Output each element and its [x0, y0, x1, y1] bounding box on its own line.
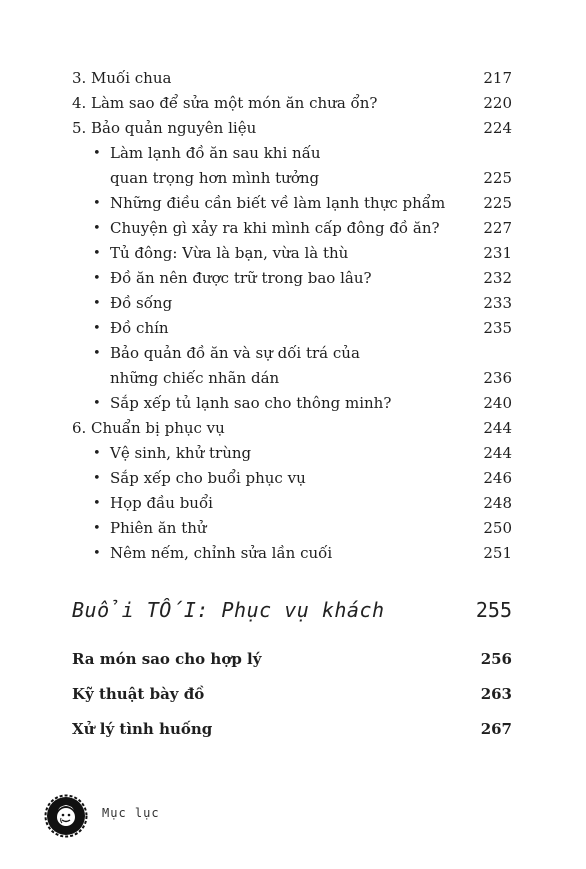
bullet-icon: • — [93, 221, 101, 236]
toc-label: Tủ đông: Vừa là bạn, vừa là thù — [110, 244, 349, 262]
toc-label: Phiên ăn thử — [110, 519, 207, 537]
toc-label-line: Bảo quản đồ ăn và sự dối trá của — [110, 344, 360, 362]
toc-subrow — [72, 341, 512, 391]
chapter-label: Xử lý tình huống — [72, 720, 213, 738]
toc-label: Chuẩn bị phục vụ — [91, 419, 225, 437]
toc-label: Những điều cần biết về làm lạnh thực phẩm — [110, 194, 446, 212]
toc-label — [110, 141, 321, 191]
toc-label: Đồ ăn nên được trữ trong bao lâu? — [110, 269, 372, 287]
section-heading — [72, 598, 512, 632]
toc-label-line: Làm lạnh đồ ăn sau khi nấu — [110, 144, 321, 162]
bullet-icon: • — [93, 496, 101, 511]
footer-label: Mục lục — [102, 806, 160, 820]
chapter-row — [72, 716, 512, 751]
toc-row-bao-quan — [72, 116, 512, 141]
toc-label: Vệ sinh, khử trùng — [110, 444, 252, 462]
toc-subrow — [72, 391, 512, 416]
toc-subrow — [72, 191, 512, 216]
toc-label: Chuyện gì xảy ra khi mình cấp đông đồ ăn? — [110, 219, 440, 237]
bullet-icon: • — [93, 346, 101, 361]
toc-subrow — [72, 216, 512, 241]
toc-page: 250 — [483, 519, 512, 537]
chapter-list — [72, 646, 512, 751]
toc-page: 235 — [483, 319, 512, 337]
toc-subrow — [72, 441, 512, 466]
toc-page: 236 — [483, 369, 512, 387]
toc-subrow — [72, 516, 512, 541]
toc-subrow — [72, 316, 512, 341]
toc-subrow — [72, 141, 512, 191]
chapter-page: 263 — [480, 685, 512, 703]
toc-label: Làm sao để sửa một món ăn chưa ổn? — [91, 94, 378, 112]
toc-row-sua-mon-an — [72, 91, 512, 116]
chapter-row — [72, 646, 512, 681]
toc-number: 6. — [72, 419, 87, 437]
toc-page: 244 — [483, 419, 512, 437]
chapter-label: Ra món sao cho hợp lý — [72, 650, 262, 668]
bullet-icon: • — [93, 446, 101, 461]
bullet-icon: • — [93, 521, 101, 536]
toc-page: 227 — [483, 219, 512, 237]
chapter-page: 267 — [480, 720, 512, 738]
toc-page: 233 — [483, 294, 512, 312]
toc-page: 224 — [483, 119, 512, 137]
table-of-contents — [72, 66, 512, 566]
section-heading-page: 255 — [475, 598, 512, 622]
toc-number: 5. — [72, 119, 87, 137]
toc-page: 217 — [483, 69, 512, 87]
bullet-icon: • — [93, 296, 101, 311]
toc-label: Bảo quản nguyên liệu — [91, 119, 257, 137]
toc-page: 244 — [483, 444, 512, 462]
toc-row-muoi-chua — [72, 66, 512, 91]
chef-face-icon — [44, 794, 88, 838]
toc-subrow — [72, 241, 512, 266]
toc-page: 240 — [483, 394, 512, 412]
bullet-icon: • — [93, 471, 101, 486]
toc-label — [110, 341, 360, 391]
toc-page: 251 — [483, 544, 512, 562]
toc-row-chuan-bi-phuc-vu — [72, 416, 512, 441]
toc-page: 246 — [483, 469, 512, 487]
toc-page: 220 — [483, 94, 512, 112]
toc-subrow — [72, 491, 512, 516]
bullet-icon: • — [93, 546, 101, 561]
toc-label: Sắp xếp cho buổi phục vụ — [110, 469, 306, 487]
toc-label: Nêm nếm, chỉnh sửa lần cuối — [110, 544, 333, 562]
toc-page: 232 — [483, 269, 512, 287]
bullet-icon: • — [93, 246, 101, 261]
toc-subrow — [72, 266, 512, 291]
toc-subrow — [72, 541, 512, 566]
toc-number: 4. — [72, 94, 87, 112]
bullet-icon: • — [93, 146, 101, 161]
toc-label: Đồ sống — [110, 294, 173, 312]
section-heading-title: Buổi TỐI: Phục vụ khách — [72, 598, 385, 622]
toc-page: 225 — [483, 194, 512, 212]
toc-label-line: quan trọng hơn mình tưởng — [110, 169, 320, 187]
chapter-label: Kỹ thuật bày đồ — [72, 685, 205, 703]
toc-page: 248 — [483, 494, 512, 512]
toc-page: 225 — [483, 169, 512, 187]
toc-label: Muối chua — [91, 69, 172, 87]
chapter-row — [72, 681, 512, 716]
toc-label-line: những chiếc nhãn dán — [110, 369, 280, 387]
toc-subrow — [72, 466, 512, 491]
toc-label: Sắp xếp tủ lạnh sao cho thông minh? — [110, 394, 392, 412]
toc-label: Đồ chín — [110, 319, 169, 337]
chapter-page: 256 — [480, 650, 512, 668]
toc-label: Họp đầu buổi — [110, 494, 213, 512]
toc-number: 3. — [72, 69, 87, 87]
toc-page: 231 — [483, 244, 512, 262]
bullet-icon: • — [93, 271, 101, 286]
bullet-icon: • — [93, 321, 101, 336]
bullet-icon: • — [93, 396, 101, 411]
toc-subrow — [72, 291, 512, 316]
bullet-icon: • — [93, 196, 101, 211]
